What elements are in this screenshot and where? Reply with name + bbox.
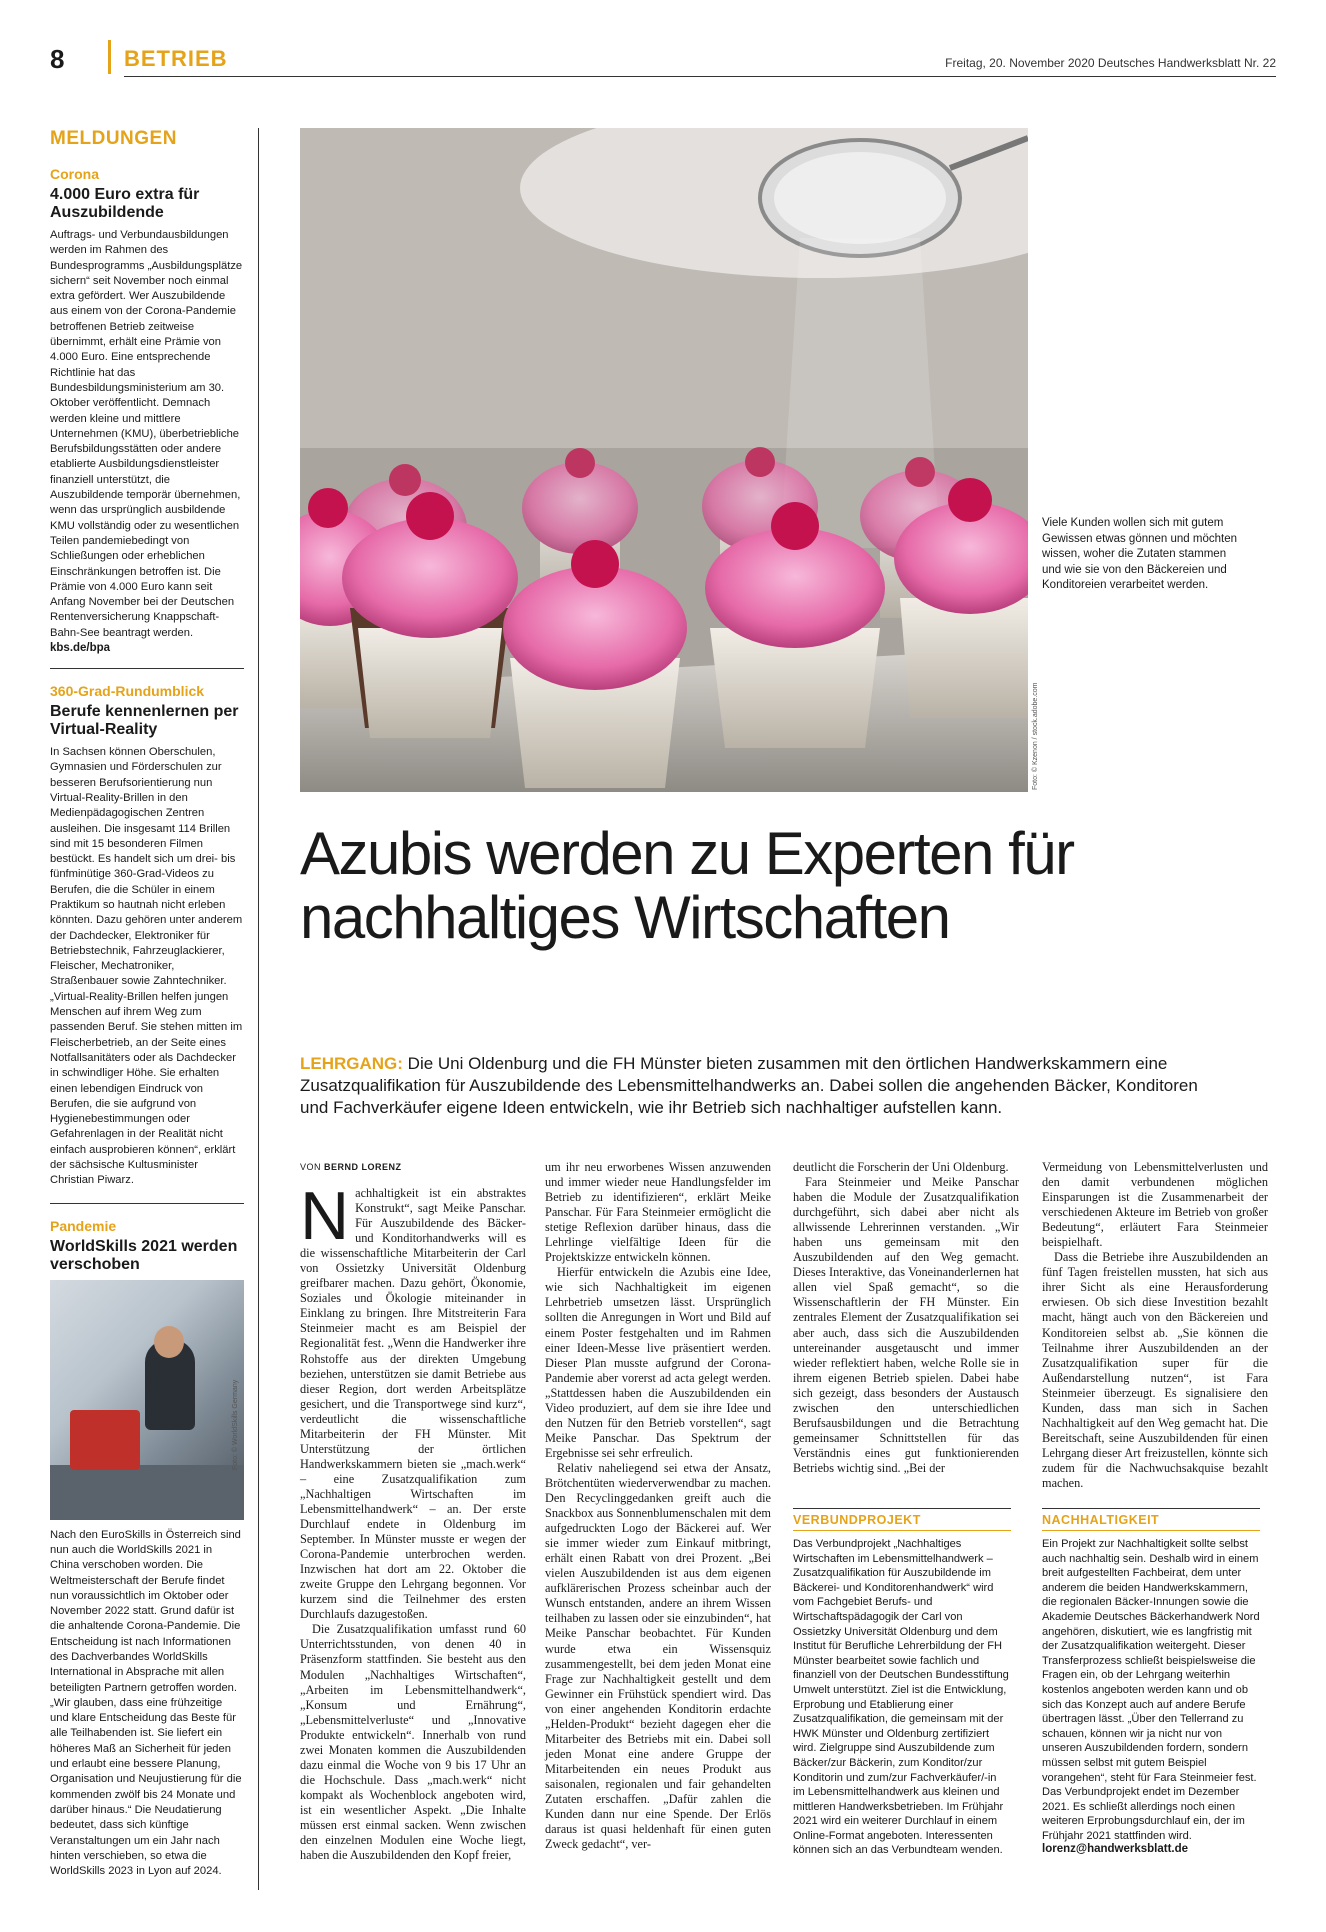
photo-credit: Foto: © WorldSkills Germany <box>232 1379 239 1470</box>
news-body: Nach den EuroSkills in Österreich sind nun auch die WorldSkills 2021 in China verschoben worden. Die Weltmeisterschaft der Berufe findet nun voraussichtlich im Oktober oder November 2022 statt. Grund dafür ist die anhaltende Corona-Pandemie. Die Entscheidung ist nach Informationen des Dachverbandes WorldSkills International in Absprache mit allen beteiligten Partnern getroffen worden. „Wir glauben, dass eine frühzeitige und klare Entscheidung das Beste für alle Teilhabenden ist. Sie liefert ein höheres Maß an Sicherheit für jeden und erlaubt eine bessere Planung, Organisation und Neujustierung für die kommenden zwölf bis 24 Monate und darüber hinaus.“ Die Neudatierung bedeutet, dass sich künftige Veranstaltungen um ein Jahr nach hinten verschieben, so etwa die WorldSkills 2023 in Lyon auf 2024. <box>50 1528 242 1878</box>
article-column-1 <box>300 1178 526 1863</box>
info-box-body: Das Verbundprojekt „Nachhaltiges Wirtschaften im Lebensmittelhandwerk – Zusatzqualifikation für Auszubildende im Bäckerei- und Konditorenhandwerk“ wird vom Fachgebiet Berufs- und Wirtschaftspädagogik der Carl von Ossietzky Universität Oldenburg und dem Institut für Berufliche Lehrerbildung der FH Münster bearbeitet sowie fachlich und finanziell von der Deutschen Bundesstiftung Umwelt unterstützt. Ziel ist die Entwicklung, Erprobung und Etablierung einer Zusatzqualifikation, die gemeinsam mit der HWK Münster und Oldenburg zertifiziert wird. Zielgruppe sind Auszubildende zum Bäcker/zur Bäckerin, zum Konditor/zur Konditorin und zum/zur Fachverkäufer/-in im Lebensmittelhandwerk aus kleinen und mittleren Handwerksbetrieben. Im Frühjahr 2021 wird ein weiterer Durchlauf in einem Online-Format angeboten. Interessenten können sich an das Verbundteam wenden. <box>793 1538 1009 1857</box>
news-kicker: Corona <box>50 166 99 182</box>
sidebar-title: MELDUNGEN <box>50 128 177 149</box>
news-sidebar <box>50 128 244 1879</box>
article-headline: Azubis werden zu Experten für nachhaltiges Wirtschaften <box>300 820 1074 951</box>
article-paragraph: Relativ naheliegend sei etwa der Ansatz, Brötchentüten wiederverwendbar zu machen. Den Recyclinggedanken greift auch die Snackbox aus Sonnenblumenschalen mit dem aufgedruckten Logo der Bäckerei auf. Wer sie immer wieder zum Einkauf mitbringt, erhält einen Rabatt von drei Prozent. „Bei vielen Auszubildenden ist aus dem eigenen aufklärerischen Prozess scheinbar auch der Wunsch entstanden, andere an ihrem Wissen teilhaben zu lassen oder sie einzubinden“, hat Meike Panschar beobachtet. Für Kunden wurde etwa ein Wissensquiz zusammengestellt, bei dem jeden Monat eine Frage zur Nachhaltigkeit gestellt und dem Gewinner ein Frühstück spendiert wird. Das von einer angehenden Konditorin erdachte „Helden-Produkt“ bezieht dagegen eher die Mitarbeiter des Betriebs mit ein. Dabei soll jeden Monat eine andere Gruppe der Mitarbeitenden ein neues Produkt aus saisonalen, regionalen und fair gehandelten Zutaten erschaffen. „Dafür zahlen die Kunden dann nur eine Spende. Der Erlös daraus ist quasi heldenhaft für einen guten Zweck gedacht“, ver- <box>545 1460 771 1852</box>
section-name: BETRIEB <box>124 46 228 71</box>
lead-text: Die Uni Oldenburg und die FH Münster bieten zusammen mit den örtlichen Handwerkskammern eine Zusatzqualifikation für Auszubildende des Lebensmittelhandwerks an. Dabei sollen die angehenden Bäcker, Konditoren und Fachverkäufer eigene Ideen entwickeln, wie ihr Betrieb sich nachhaltiger aufstellen kann. <box>300 1054 1198 1117</box>
article-paragraph: Fara Steinmeier und Meike Panschar haben die Module der Zusatzqualifikation durchgeführt, sich dabei aber nicht als allwissende Lehrerinnen verstanden. „Wir haben uns gemeinsam mit den Auszubildenden auf den Weg gemacht. Dieses Interaktive, das Voneinanderlernen hat allen viel Spaß gemacht“, so die Wissenschaftlerin der FH Münster. Ein zentrales Element der Zusatzqualifikation sei aber auch, dass sich die Auszubildenden untereinander ausgetauscht und immer wieder reflektiert haben, welche Rolle sie in ihrem eigenen Betrieb spielen. Dabei habe sich gezeigt, dass besonders der Austausch zwischen den unterschiedlichen Berufsausbildungen und die Betrachtung gemeinsamer Schnittstellen für das Verständnis eines gut funktionierenden Betriebs wichtig sind. „Bei der <box>793 1175 1019 1475</box>
article-column-3 <box>793 1160 1019 1476</box>
news-headline: Berufe kennenlernen per Virtual-Reality <box>50 703 239 739</box>
photo-credit: Foto: © Kzenon / stock.adobe.com <box>1032 682 1039 790</box>
cupcakes-photo <box>300 128 1028 792</box>
info-box-verbundprojekt <box>793 1508 1011 1858</box>
article-paragraph: Dass die Betriebe ihre Auszubildenden an fünf Tagen freistellen mussten, hat sich aus ihrer Sicht als eine Herausforderung erwiesen. Ob sich diese Investition bezahlt macht, hängt auch von den Bäckereien und Konditoreien selbst ab. „Sie können die Teilnahme ihrer Auszubildenden an der Zusatzqualifikation super für die Außendarstellung nutzen“, ist Fara Steinmeier überzeugt. Es signalisiere den Kunden, dass man sich in Sachen Nachhaltigkeit auf den Weg gemacht hat. Die Bereitschaft, seine Auszubildenden für einen Lehrgang dieser Art freizustellen, könnte sich zudem für die Nachwuchsakquise bezahlt machen. <box>1042 1250 1268 1490</box>
news-item-corona <box>50 166 244 654</box>
news-kicker: 360-Grad-Rundumblick <box>50 683 205 700</box>
news-item-worldskills <box>50 1218 244 1880</box>
news-kicker: Pandemie <box>50 1217 117 1234</box>
article-paragraph: deutlicht die Forscherin der Uni Oldenburg. <box>793 1160 1009 1174</box>
info-box-body: Ein Projekt zur Nachhaltigkeit sollte selbst auch nachhaltig sein. Deshalb wird in einem breit aufgestellten Fachbeirat, dem unter anderem die beiden Handwerkskammern, die regionalen Bäcker-Innungen sowie die Akademie Deutsches Bäckerhandwerk Nord angehören, diskutiert, wie es langfristig mit der Zusatzqualifikation weitergeht. Dieser Transferprozess schließt beispielsweise die Fragen ein, ob der Lehrgang weiterhin kostenlos angeboten werden kann und ob sich das Konzept auch auf andere Berufe übertragen lässt. „Über den Tellerrand zu schauen, können wir ja nicht nur von unseren Auszubildenden fordern, sondern müssen selbst mit gutem Beispiel vorangehen“, steht für Fara Steinmeier fest. Das Verbundprojekt endet im Dezember 2021. Es schließt allerdings noch einen weiteren Erprobungsdurchlauf ein, der im Frühjahr 2021 stattfinden wird. <box>1042 1538 1260 1842</box>
news-body: Auftrags- und Verbundausbildungen werden im Rahmen des Bundesprogramms „Ausbildungsplätze sichern“ seit November noch einmal extra gefördert. Wer Auszubildende aus einem von der Corona-Pandemie betroffenen Betrieb zeitweise übernimmt, erhält eine Prämie von 4.000 Euro. Eine entsprechende Richtlinie hat das Bundesbildungsministerium am 30. Oktober veröffentlicht. Demnach werden kleine und mittlere Unternehmen (KMU), überbetriebliche Berufsbildungsstätten oder andere etablierte Ausbildungsdienstleister finanziell unterstützt, die Auszubildende temporär übernehmen, wenn das ursprünglich ausbildende KMU vollständig oder zu wesentlichen Teilen pandemiebedingt von Schließungen oder erheblichen Einschränkungen betroffen ist. Die Prämie von 4.000 Euro kann seit Anfang November bei der Deutschen Rentenversicherung Knappschaft-Bahn-See beantragt werden. <box>50 229 243 639</box>
info-box-title: VERBUNDPROJEKT <box>793 1508 1011 1531</box>
byline-prefix: VON <box>300 1162 325 1172</box>
news-headline: 4.000 Euro extra für Auszubildende <box>50 186 200 221</box>
byline <box>300 1162 402 1172</box>
article-paragraph: Nachhaltigkeit ist ein abstraktes Konstrukt“, sagt Meike Panschar. Für Auszubildende des Bäcker- und Konditorhandwerks will es die wissenschaftliche Mitarbeiterin der Carl von Ossietzky Universität Oldenburg greifbarer machen. Dazu gehört, Ökonomie, Soziales und Ökologie miteinander in Einklang zu bringen. Ihre Mitstreiterin Fara Steinmeier macht es am Beispiel der Regionalität fest. „Wenn die Handwerker ihre Rohstoffe aus der direkten Umgebung beziehen, unterstützen sie damit Betriebe aus dieser Region, dort werden Arbeitsplätze gesichert, und die Transportwege sind kurz“, verdeutlicht die wissenschaftliche Mitarbeiterin der FH Münster. Mit Unterstützung der örtlichen Handwerkskammern bieten sie „mach.werk“ – eine Zusatzqualifikation zum „Nachhaltigen Wirtschaften im Lebensmittelhandwerk“ – an. Der erste Durchlauf endete in Oldenburg im September. In Münster musste er wegen der Corona-Pandemie unterbrochen werden. Inzwischen hat dort am 22. Oktober die zweite Gruppe den Lehrgang begonnen. Vor kurzem sind die Teilnehmer des ersten Durchlaufs dazugestoßen. <box>300 1178 526 1622</box>
article-paragraph: Hierfür entwickeln die Azubis eine Idee, wie sich Nachhaltigkeit im eigenen Lehrbetrieb umsetzen lässt. Ursprünglich sollten die Anregungen in Wort und Bild auf einem Poster festgehalten und im Rahmen einer Ideen-Messe live präsentiert werden. Dieser Plan musste aufgrund der Corona-Pandemie aber vorerst ad acta gelegt werden. „Stattdessen haben die Auszubildenden ein Video produziert, auf dem sie ihre Idee und den Nutzen für den Betrieb vorstellen“, sagt Meike Panschar. Das Spektrum der Ergebnisse sei sehr erfreulich. <box>545 1265 771 1460</box>
article-paragraph: Die Zusatzqualifikation umfasst rund 60 Unterrichtsstunden, von denen 40 in Präsenzform stattfinden. Sie besteht aus den Modulen „Nachhaltiges Wirtschaften“, „Arbeiten im Lebensmittelhandwerk“, „Konsum und Ernährung“, „Lebensmittelverluste“ und „Innovative Produkte entwickeln“. Innerhalb von rund zwei Monaten kommen die Auszubildenden dazu einmal die Woche von 9 bis 17 Uhr an die Hochschule. Dass „mach.werk“ nicht kompakt als Wochenblock angeboten wird, ist ein wesentlicher Aspekt. „Die Inhalte müssen erst einmal sacken. Wenn zwischen den einzelnen Modulen eine Woche liegt, haben die Auszubildenden den Kopf freier, <box>300 1622 526 1863</box>
info-box-title: NACHHALTIGKEIT <box>1042 1508 1260 1531</box>
article-paragraph: Vermeidung von Lebensmittelverlusten und den damit verbundenen möglichen Einsparungen ist die Zusammenarbeit der verschiedenen Akteure im Betrieb von großer Bedeutung“, erläutert Fara Steinmeier beispielhaft. <box>1042 1160 1268 1250</box>
news-body: In Sachsen können Oberschulen, Gymnasien und Förderschulen zur besseren Berufsorientierung nun Virtual-Reality-Brillen in den Medienpädagogischen Zentren ausleihen. Die insgesamt 114 Brillen sind mit 15 besonderen Filmen bestückt. Es handelt sich um drei- bis fünfminütige 360-Grad-Videos zu Berufen, die die Schüler in einem Praktikum so hautnah nicht erleben könnten. Dazu gehören unter anderem der Dachdecker, Elektroniker für Betriebstechnik, Fahrzeuglackierer, Fleischer, Mechatroniker, Straßenbauer sowie Zahntechniker. „Virtual-Reality-Brillen helfen jungen Menschen auf ihrem Weg zum passenden Beruf. Sie stehen mitten im Fleischerbetrieb, an der Seite eines Notfallsanitäters oder als Dachdecker in schwindliger Höhe. Sie erhalten einen lebendigen Eindruck von Berufen, die sie aufgrund von Hygienebestimmungen oder Gefahrenlagen in der Realität nicht einfach ausprobieren können“, erklärt der sächsische Kultusminister Christian Piwarz. <box>50 746 243 1187</box>
header-rule <box>124 76 1276 77</box>
article-paragraph: um ihr neu erworbenes Wissen anzuwenden und immer wieder neue Handlungsfelder im Betrieb zu identifizieren“, erklärt Meike Panschar. Für Fara Steinmeier ermöglicht die stetige Reflexion darüber hinaus, dass die Lehrlinge vielfältige Ideen für die Projektskizze entwickeln können. <box>545 1160 771 1265</box>
sidebar-divider <box>50 668 244 669</box>
page-number: 8 <box>50 44 65 74</box>
byline-author: BERND LORENZ <box>324 1162 402 1172</box>
article-column-4 <box>1042 1160 1268 1491</box>
sidebar-divider <box>50 1203 244 1204</box>
issue-info: Freitag, 20. November 2020 Deutsches Handwerksblatt Nr. 22 <box>945 56 1276 70</box>
news-item-vr <box>50 683 244 1189</box>
article-column-2 <box>545 1160 771 1852</box>
author-email-link[interactable]: lorenz@handwerksblatt.de <box>1042 1843 1189 1856</box>
lead-kicker: LEHRGANG: <box>300 1054 403 1073</box>
column-rule <box>258 128 259 1890</box>
header-divider <box>108 40 111 74</box>
info-box-nachhaltigkeit <box>1042 1508 1260 1855</box>
news-headline: WorldSkills 2021 werden verschoben <box>50 1237 238 1273</box>
dropcap: N <box>300 1178 350 1254</box>
news-link[interactable]: kbs.de/bpa <box>50 642 111 655</box>
article-lead <box>300 1053 1230 1119</box>
photo-caption: Viele Kunden wollen sich mit gutem Gewissen etwas gönnen und möchten wissen, woher die Zutaten stammen und wie sie von den Bäckereien und Konditoreien verarbeitet werden. <box>1042 517 1237 591</box>
worldskills-photo <box>50 1280 244 1520</box>
